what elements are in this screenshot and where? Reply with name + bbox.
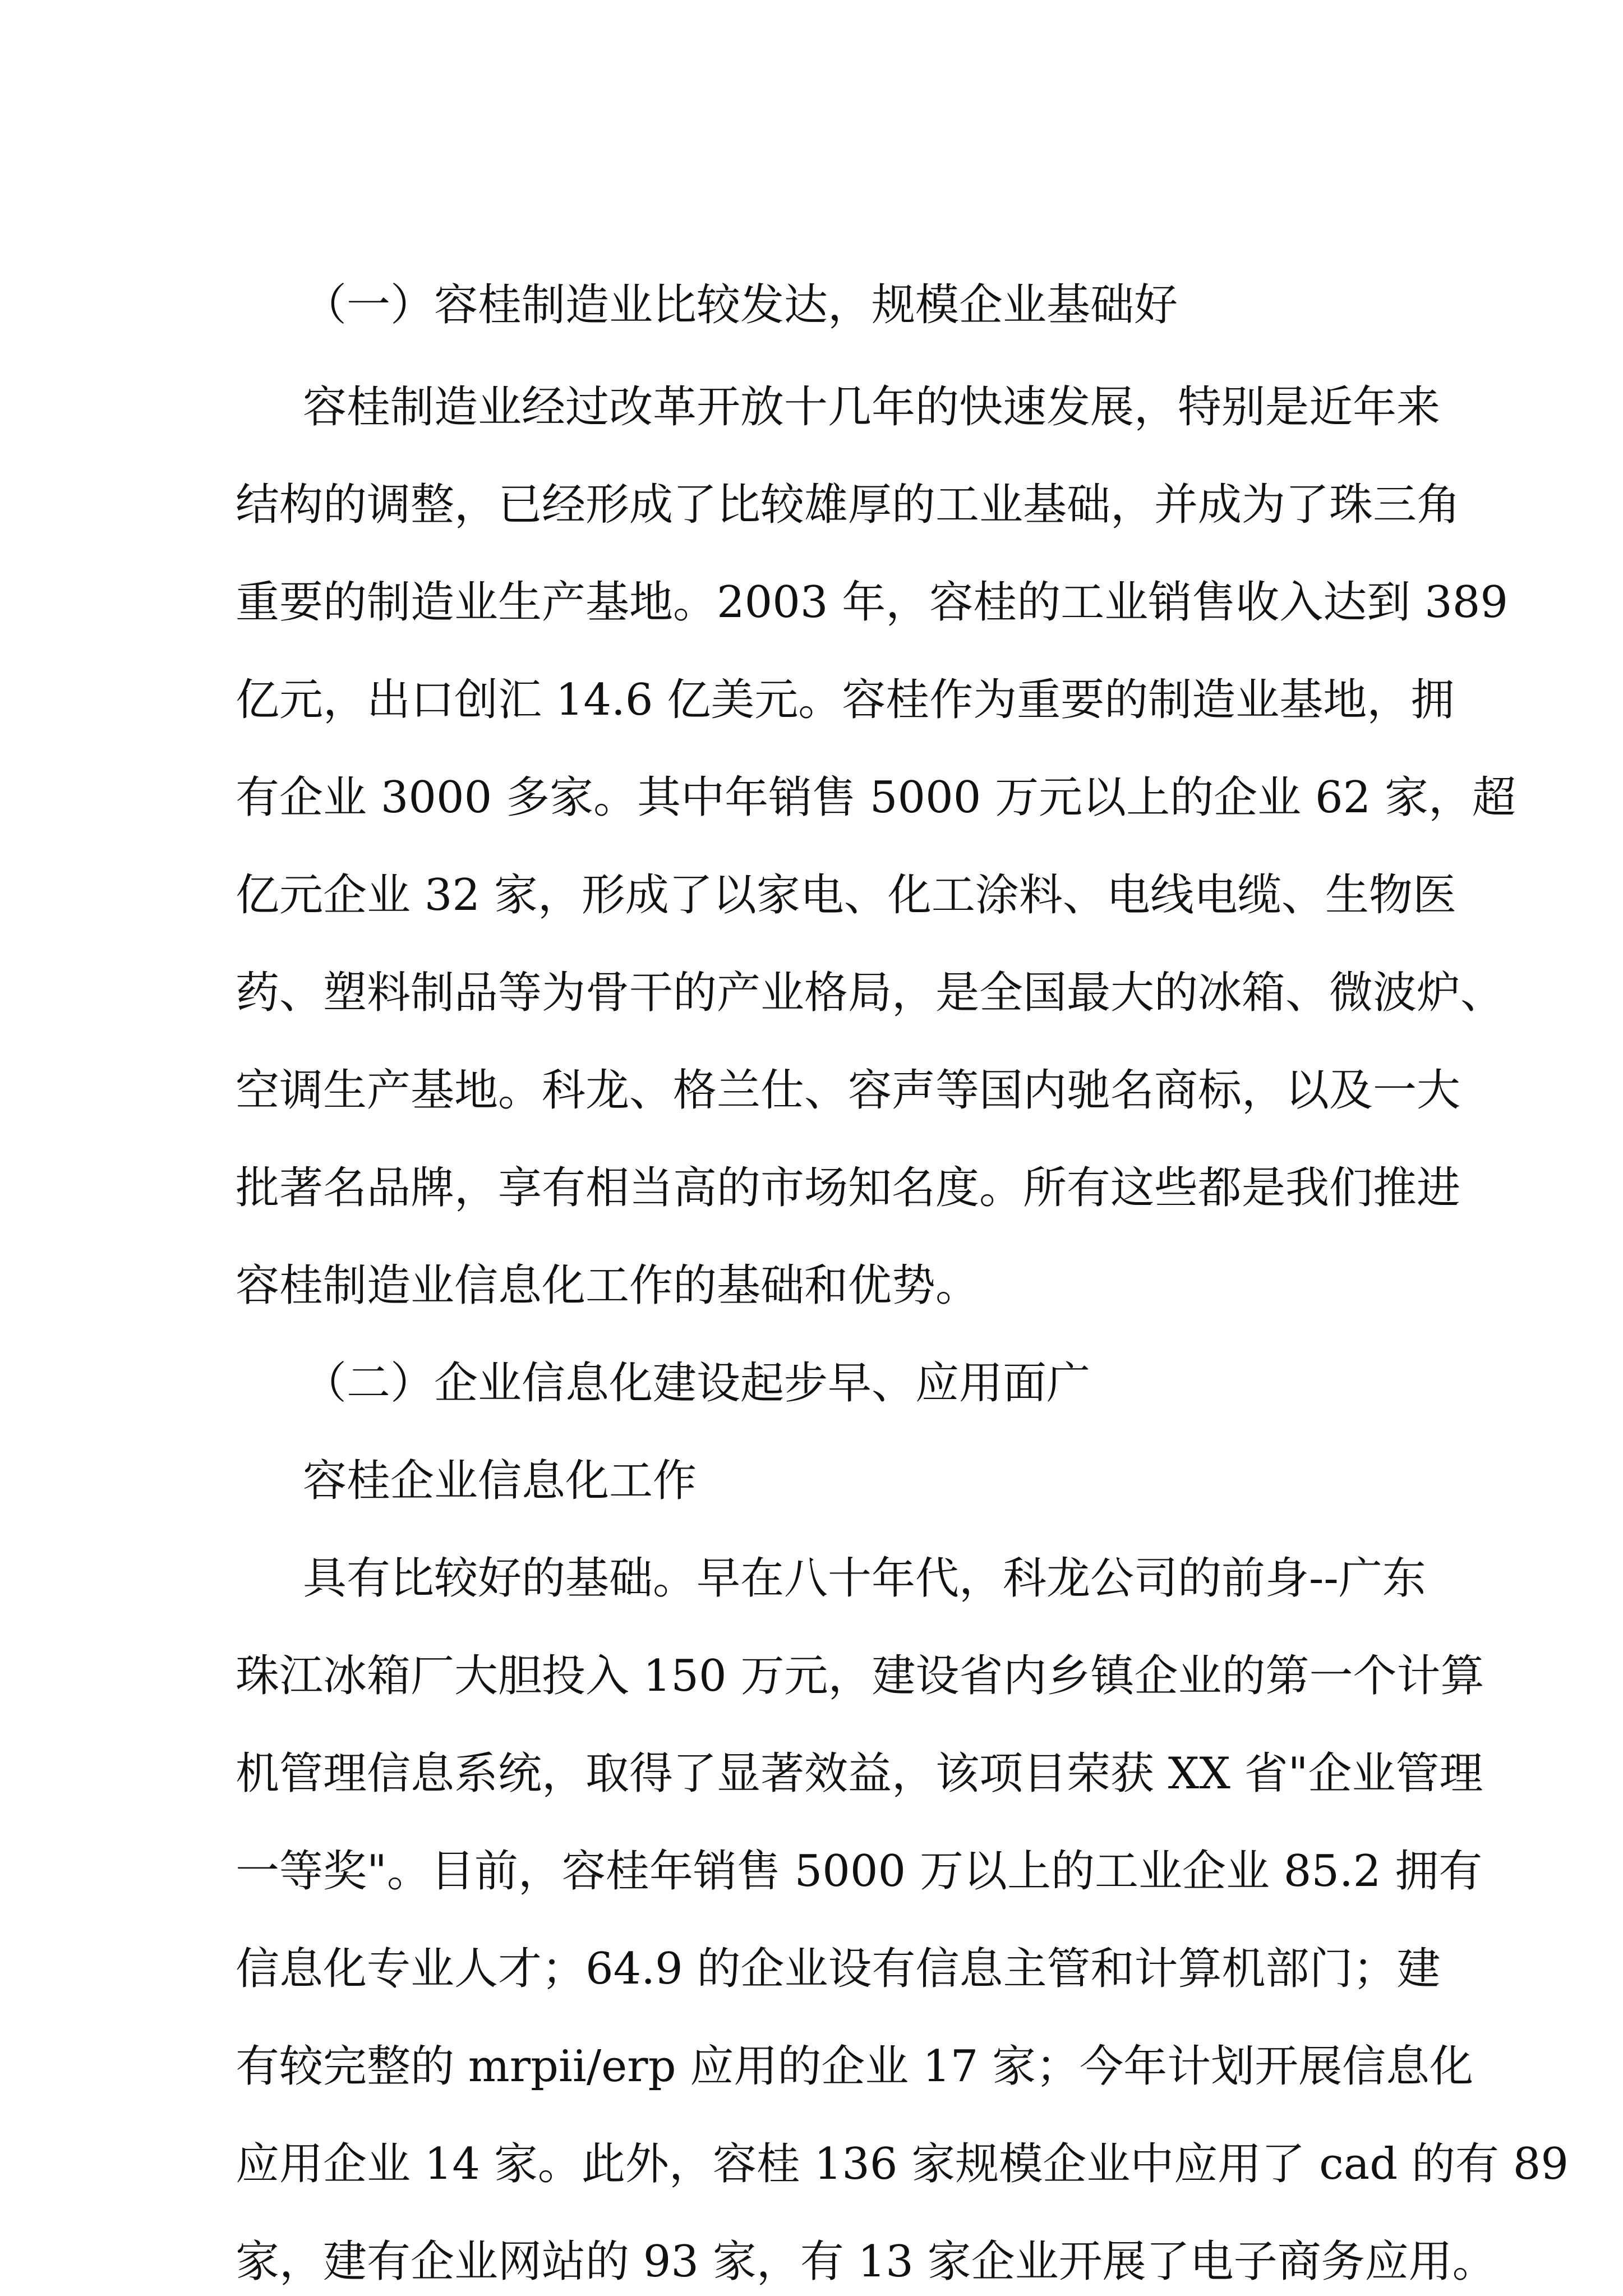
paragraph-3-line: 机管理信息系统，取得了显著效益，该项目荣获 XX 省"企业管理 <box>236 1749 1483 1799</box>
paragraph-1-line: 药、塑料制品等为骨干的产业格局，是全国最大的冰箱、微波炉、 <box>236 968 1505 1018</box>
paragraph-2-line: 容桂企业信息化工作 <box>303 1456 697 1506</box>
paragraph-1-line: 重要的制造业生产基地。2003 年，容桂的工业销售收入达到 389 <box>236 577 1508 628</box>
paragraph-1-line: 批著名品牌，享有相当高的市场知名度。所有这些都是我们推进 <box>236 1163 1461 1213</box>
paragraph-3-line: 信息化专业人才；64.9 的企业设有信息主管和计算机部门；建 <box>236 1944 1441 1994</box>
paragraph-1-line: 空调生产基地。科龙、格兰仕、容声等国内驰名商标，以及一大 <box>236 1065 1461 1116</box>
paragraph-3-line: 一等奖"。目前，容桂年销售 5000 万以上的工业企业 85.2 拥有 <box>236 1846 1483 1897</box>
paragraph-1-line: 容桂制造业经过改革开放十几年的快速发展，特别是近年来 <box>303 382 1441 432</box>
paragraph-1-line: 亿元企业 32 家，形成了以家电、化工涂料、电线电缆、生物医 <box>236 870 1456 921</box>
paragraph-1-line: 有企业 3000 多家。其中年销售 5000 万元以上的企业 62 家，超 <box>236 772 1516 823</box>
section-heading-1: （一）容桂制造业比较发达，规模企业基础好 <box>303 280 1178 330</box>
paragraph-1-line: 容桂制造业信息化工作的基础和优势。 <box>236 1260 980 1311</box>
paragraph-3-line: 珠江冰箱厂大胆投入 150 万元，建设省内乡镇企业的第一个计算 <box>236 1651 1484 1701</box>
paragraph-1-line: 亿元，出口创汇 14.6 亿美元。容桂作为重要的制造业基地，拥 <box>236 675 1455 725</box>
paragraph-3-line: 有较完整的 mrpii/erp 应用的企业 17 家；今年计划开展信息化 <box>236 2041 1474 2092</box>
section-heading-2: （二）企业信息化建设起步早、应用面广 <box>303 1358 1091 1409</box>
paragraph-3-line: 家，建有企业网站的 93 家，有 13 家企业开展了电子商务应用。 <box>236 2237 1496 2287</box>
paragraph-3-line: 应用企业 14 家。此外，容桂 136 家规模企业中应用了 cad 的有 89 <box>236 2139 1569 2189</box>
paragraph-1-line: 结构的调整，已经形成了比较雄厚的工业基础，并成为了珠三角 <box>236 480 1461 530</box>
paragraph-3-line: 具有比较好的基础。早在八十年代，科龙公司的前身--广东 <box>303 1553 1426 1604</box>
